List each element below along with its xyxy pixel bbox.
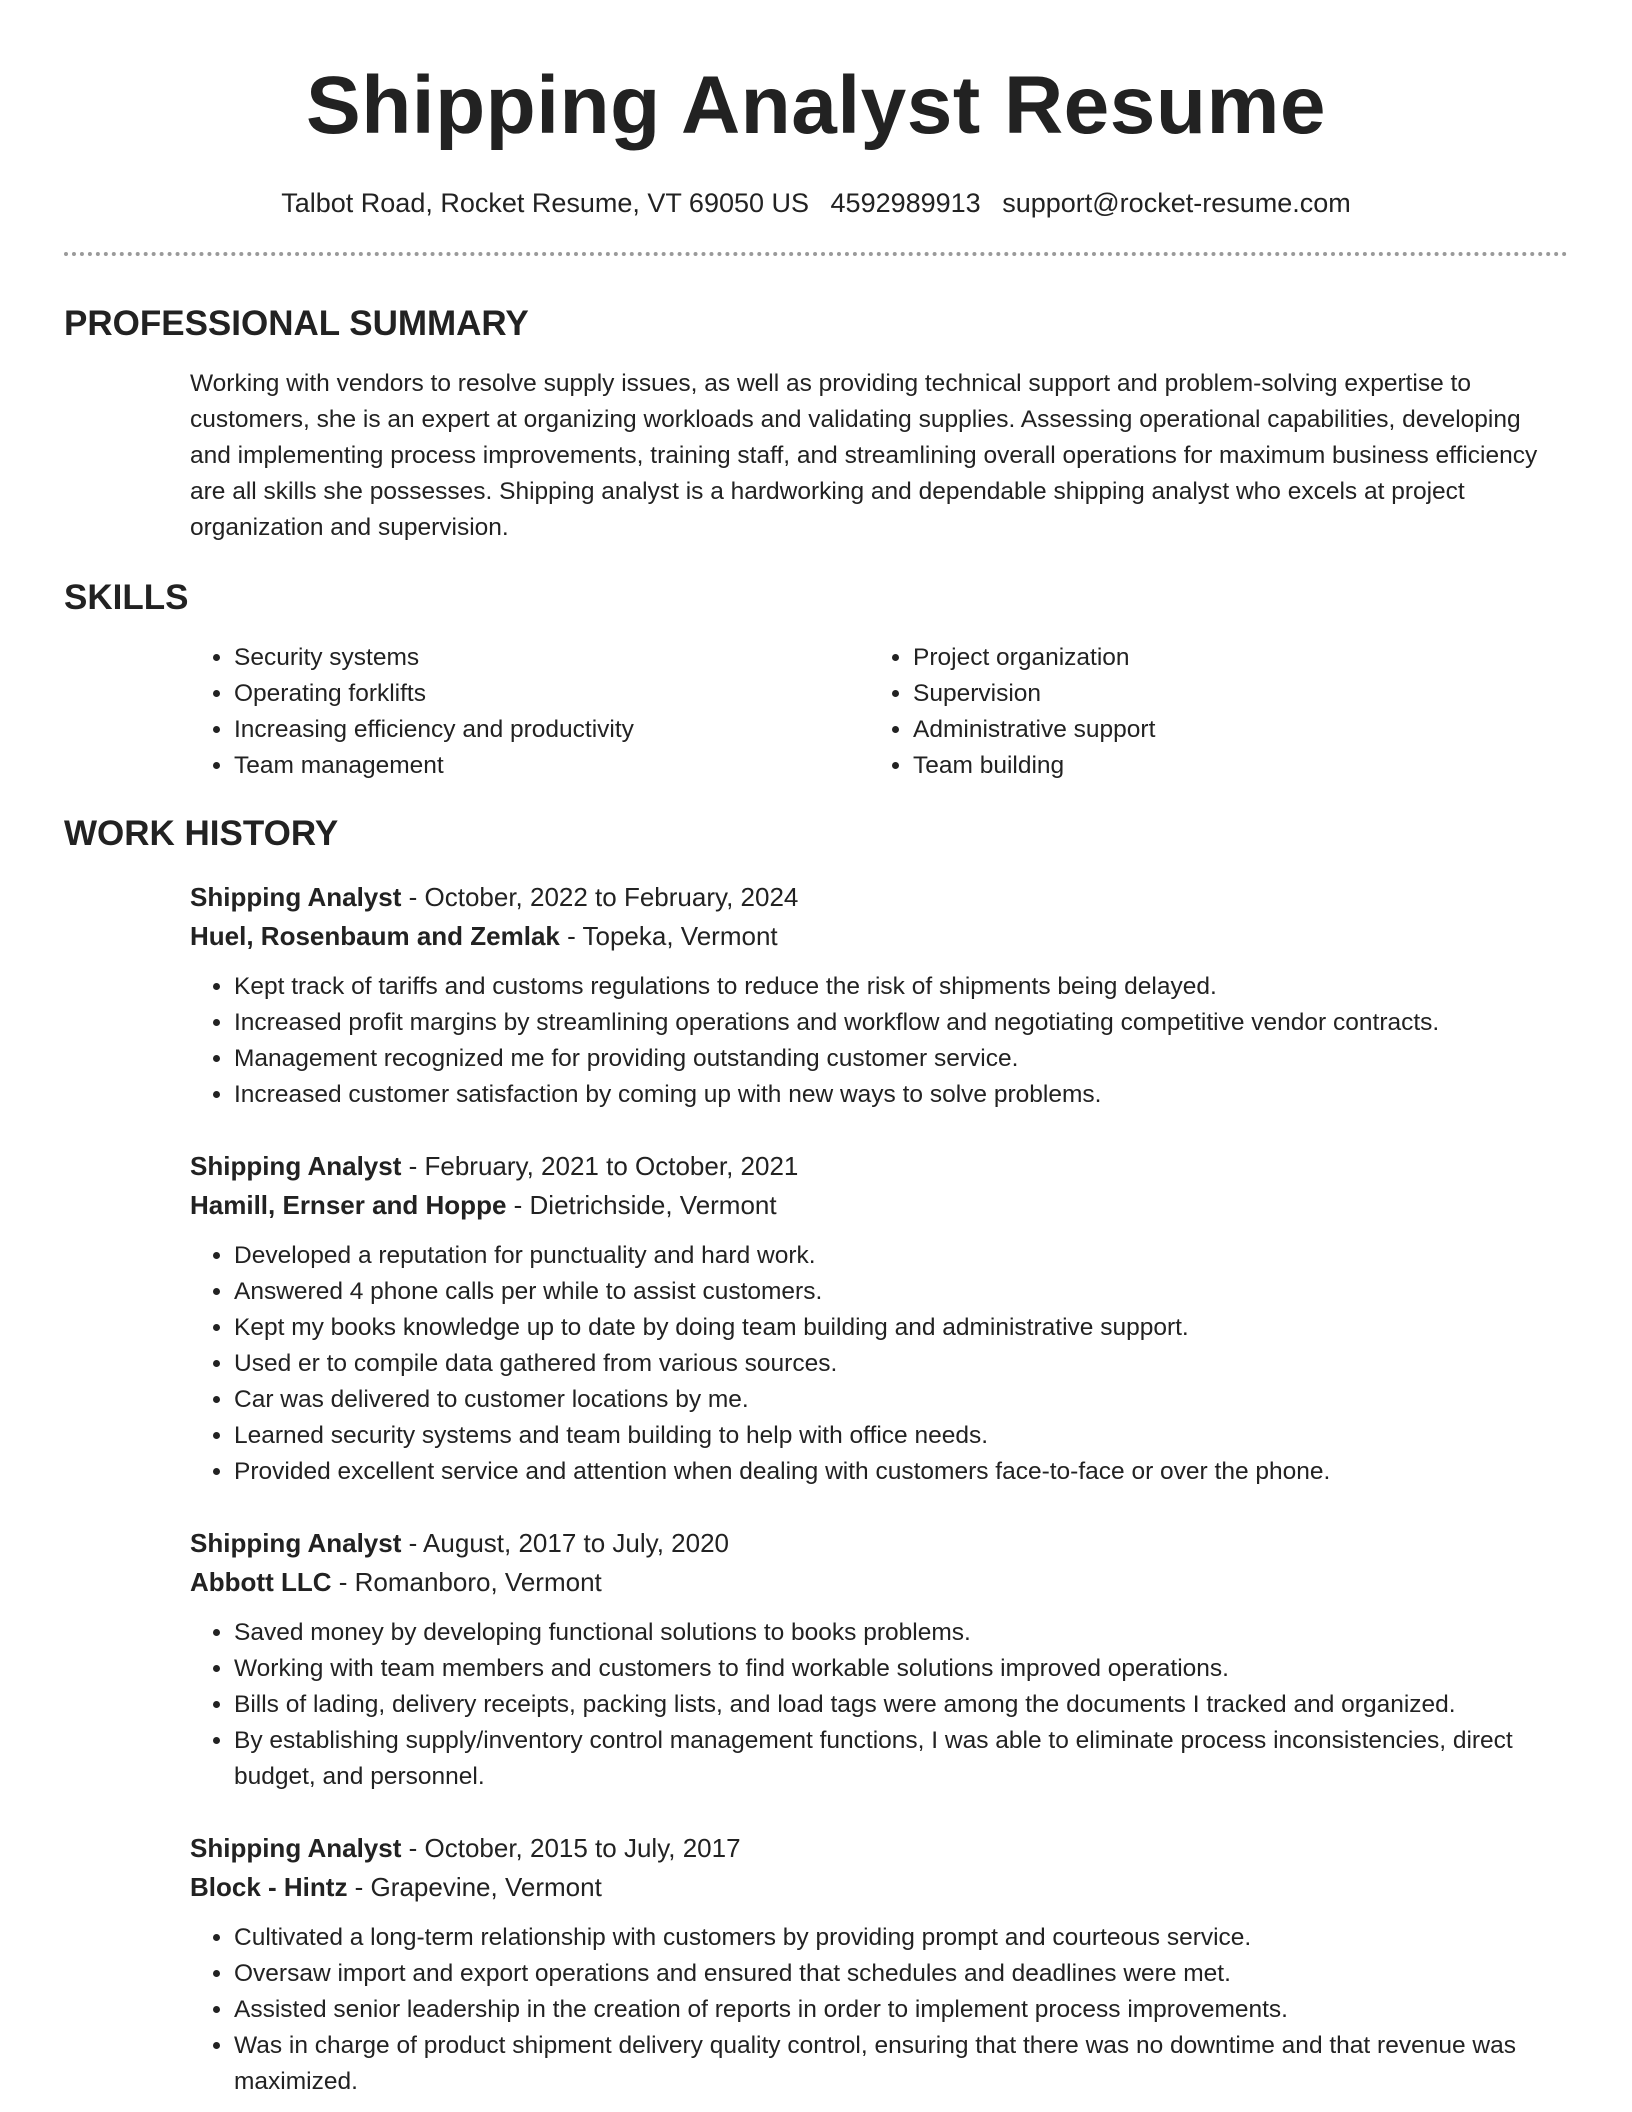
resume-title: Shipping Analyst Resume xyxy=(306,60,1326,151)
skills-heading: SKILLS xyxy=(64,578,189,617)
job-bullet: • Learned security systems and team building to help with office needs. xyxy=(234,1418,1548,1454)
job-company-line xyxy=(190,917,1548,956)
job-bullet: • Developed a reputation for punctuality and hard work. xyxy=(234,1238,1548,1274)
job-title-line xyxy=(190,878,1548,917)
job-company: Block - Hintz xyxy=(190,1872,348,1902)
job-bullet: • Saved money by developing functional solutions to books problems. xyxy=(234,1615,1548,1651)
job-bullet: • Management recognized me for providing outstanding customer service. xyxy=(234,1041,1548,1077)
job-company-line xyxy=(190,1868,1548,1907)
job-company: Hamill, Ernser and Hoppe xyxy=(190,1190,507,1220)
job-bullet: • Assisted senior leadership in the creation of reports in order to implement process improvements. xyxy=(234,1992,1548,2028)
job-bullet: • Increased customer satisfaction by coming up with new ways to solve problems. xyxy=(234,1077,1548,1113)
skill-item: • Project organization xyxy=(913,640,1548,676)
job-bullet: • Increased profit margins by streamlining operations and workflow and negotiating competitive vendor contracts. xyxy=(234,1005,1548,1041)
job-dates: - February, 2021 to October, 2021 xyxy=(401,1151,799,1181)
job-title-line xyxy=(190,1147,1548,1186)
contact-address: Talbot Road, Rocket Resume, VT 69050 US xyxy=(281,188,810,218)
skill-item: • Administrative support xyxy=(913,712,1548,748)
job-bullet: • Working with team members and customers to find workable solutions improved operations. xyxy=(234,1651,1548,1687)
job-company-line xyxy=(190,1563,1548,1602)
job-bullet: • Was in charge of product shipment delivery quality control, ensuring that there was no downtime and that revenue was maximized. xyxy=(234,2028,1548,2100)
job-bullet: • Answered 4 phone calls per while to assist customers. xyxy=(234,1274,1548,1310)
skill-item: • Increasing efficiency and productivity xyxy=(234,712,869,748)
job-entry xyxy=(190,1829,1548,2100)
job-bullet: • Oversaw import and export operations and ensured that schedules and deadlines were met. xyxy=(234,1956,1548,1992)
summary-heading: PROFESSIONAL SUMMARY xyxy=(64,304,529,343)
skill-item: • Security systems xyxy=(234,640,869,676)
job-location: - Dietrichside, Vermont xyxy=(506,1190,777,1220)
job-bullet: • Used er to compile data gathered from various sources. xyxy=(234,1346,1548,1382)
job-title-line xyxy=(190,1524,1548,1563)
job-location: - Topeka, Vermont xyxy=(559,921,778,951)
job-bullet: • Kept my books knowledge up to date by doing team building and administrative support. xyxy=(234,1310,1548,1346)
job-bullet: • By establishing supply/inventory control management functions, I was able to eliminate process inconsistencies, direct budget, and personnel. xyxy=(234,1723,1548,1795)
header-divider xyxy=(64,252,1568,256)
skills-column-right xyxy=(869,640,1548,784)
skill-item: • Team building xyxy=(913,748,1548,784)
job-entry xyxy=(190,1147,1548,1490)
skill-item: • Supervision xyxy=(913,676,1548,712)
skills-column-left xyxy=(190,640,869,784)
job-location: - Grapevine, Vermont xyxy=(347,1872,602,1902)
contact-phone: 4592989913 xyxy=(830,188,981,218)
contact-line xyxy=(64,186,1568,220)
summary-text: Working with vendors to resolve supply issues, as well as providing technical support and problem-solving expertise to customers, she is an expert at organizing workloads and validating supplies. Assessing operational capabilities, developing and implementing process improvements, training staff, and streamlining overall operations for maximum business efficiency are all skills she possesses. Shipping analyst is a hardworking and dependable shipping analyst who excels at project organization and supervision. xyxy=(190,370,1538,541)
skill-item: • Team management xyxy=(234,748,869,784)
job-entry xyxy=(190,1524,1548,1795)
job-title: Shipping Analyst xyxy=(190,882,402,912)
job-bullet: • Bills of lading, delivery receipts, packing lists, and load tags were among the documents I tracked and organized. xyxy=(234,1687,1548,1723)
job-dates: - October, 2015 to July, 2017 xyxy=(401,1833,741,1863)
job-dates: - August, 2017 to July, 2020 xyxy=(401,1528,730,1558)
job-title: Shipping Analyst xyxy=(190,1151,402,1181)
job-entry xyxy=(190,878,1548,1113)
job-bullet: • Kept track of tariffs and customs regulations to reduce the risk of shipments being delayed. xyxy=(234,969,1548,1005)
job-company: Huel, Rosenbaum and Zemlak xyxy=(190,921,560,951)
job-bullet: • Provided excellent service and attention when dealing with customers face-to-face or over the phone. xyxy=(234,1454,1548,1490)
work-history-list xyxy=(190,878,1548,2100)
job-title: Shipping Analyst xyxy=(190,1833,402,1863)
job-dates: - October, 2022 to February, 2024 xyxy=(401,882,799,912)
work-history-heading: WORK HISTORY xyxy=(64,814,339,853)
job-company-line xyxy=(190,1186,1548,1225)
contact-email: support@rocket-resume.com xyxy=(1002,188,1351,218)
skill-item: • Operating forklifts xyxy=(234,676,869,712)
job-title: Shipping Analyst xyxy=(190,1528,402,1558)
skills-list xyxy=(190,640,1548,784)
job-bullet: • Cultivated a long-term relationship with customers by providing prompt and courteous service. xyxy=(234,1920,1548,1956)
job-title-line xyxy=(190,1829,1548,1868)
job-location: - Romanboro, Vermont xyxy=(331,1567,602,1597)
job-company: Abbott LLC xyxy=(190,1567,332,1597)
job-bullet: • Car was delivered to customer locations by me. xyxy=(234,1382,1548,1418)
